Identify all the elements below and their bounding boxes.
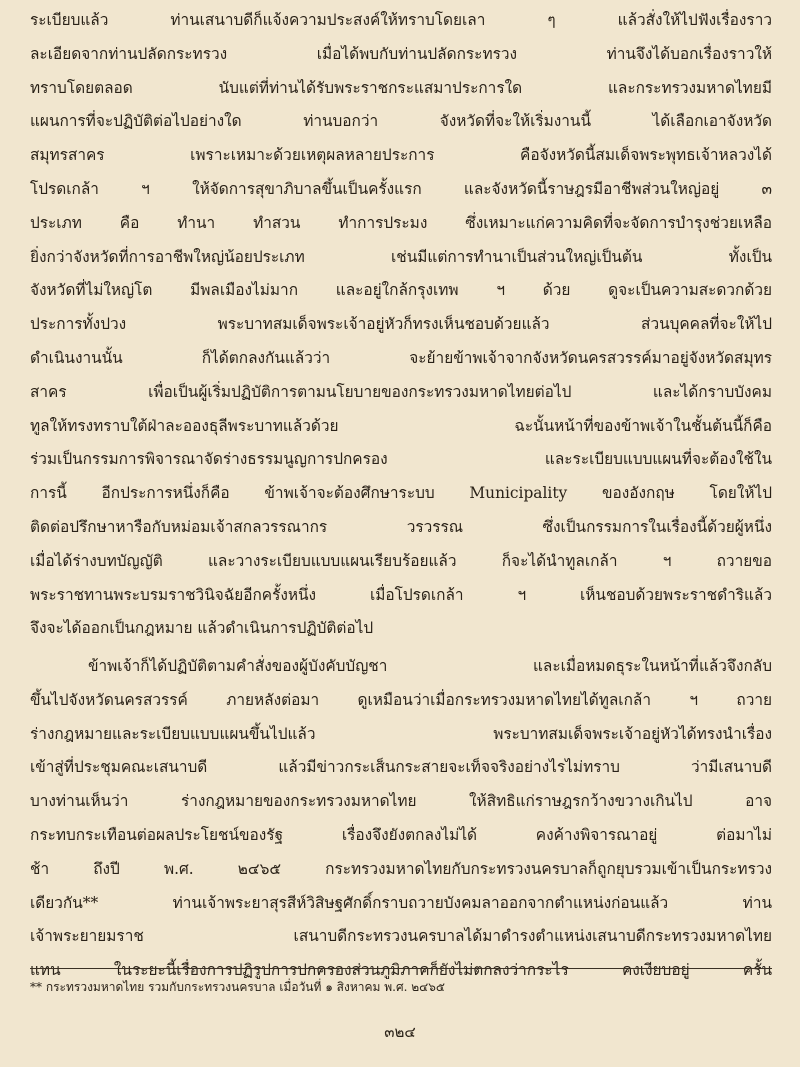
- footnote-divider: [30, 968, 772, 969]
- text-line: สาคร เพื่อเป็นผู้เริ่มปฏิบัติการตามนโยบายของกระทรวงมหาดไทยต่อไป และได้กราบบังคม: [30, 382, 772, 401]
- text-line: ข้าพเจ้าก็ได้ปฏิบัติตามคำสั่งของผู้บังคับบัญชา และเมื่อหมดธุระในหน้าที่แล้วจึงกลับ: [88, 657, 772, 675]
- text-line: เจ้าพระยายมราช เสนาบดีกระทรวงนครบาลได้มาดำรงตำแหน่งเสนาบดีกระทรวงมหาดไทย: [30, 927, 772, 946]
- text-line: กระทบกระเทือนต่อผลประโยชน์ของรัฐ เรื่องจึงยังตกลงไม่ได้ คงค้างพิจารณาอยู่ ต่อมาไม่: [30, 825, 772, 844]
- page-number: ๓๒๔: [384, 1023, 416, 1041]
- text-line: แทน ในระยะนี้เรื่องการปฏิรูปการปกครองส่วนภูมิภาคก็ยังไม่ตกลงว่ากระไร คงเงียบอยู่ ครั้น: [30, 961, 772, 980]
- paragraph-1: [30, 4, 772, 646]
- paragraph-2: [30, 650, 772, 988]
- text-line: ร่างกฎหมายและระเบียบแบบแผนขึ้นไปแล้ว พระบาทสมเด็จพระเจ้าอยู่หัวได้ทรงนำเรื่อง: [30, 724, 772, 743]
- text-line: ทราบโดยตลอด นับแต่ที่ท่านได้รับพระราชกระแสมาประการใด และกระทรวงมหาดไทยมี: [30, 78, 772, 97]
- text-line: แผนการที่จะปฏิบัติต่อไปอย่างใด ท่านบอกว่า จังหวัดที่จะให้เริ่มงานนี้ ได้เลือกเอาจังหวัด: [30, 112, 772, 131]
- text-line: ประการทั้งปวง พระบาทสมเด็จพระเจ้าอยู่หัวก็ทรงเห็นชอบด้วยแล้ว ส่วนบุคคลที่จะให้ไป: [30, 315, 772, 334]
- text-line: พระราชทานพระบรมราชวินิจฉัยอีกครั้งหนึ่ง เมื่อโปรดเกล้า ฯ เห็นชอบด้วยพระราชดำริแล้ว: [30, 585, 772, 604]
- text-line: ระเบียบแล้ว ท่านเสนาบดีก็แจ้งความประสงค์ให้ทราบโดยเลา ๆ แล้วสั่งให้ไปฟังเรื่องราว: [30, 11, 772, 29]
- text-line: ยิ่งกว่าจังหวัดที่การอาชีพใหญ่น้อยประเภท เช่นมีแต่การทำนาเป็นส่วนใหญ่เป็นต้น ทั้งเป็น: [30, 247, 772, 266]
- text-line: ติดต่อปรึกษาหารือกับหม่อมเจ้าสกลวรรณากร วรวรรณ ซึ่งเป็นกรรมการในเรื่องนี้ด้วยผู้หนึ่ง: [30, 517, 772, 536]
- text-line: จึงจะได้ออกเป็นกฎหมาย แล้วดำเนินการปฏิบัติต่อไป: [30, 619, 374, 638]
- text-line: เข้าสู่ที่ประชุมคณะเสนาบดี แล้วมีข่าวกระเส็นกระสายจะเท็จจริงอย่างไรไม่ทราบ ว่ามีเสนาบดี: [30, 758, 772, 777]
- text-line: ขึ้นไปจังหวัดนครสวรรค์ ภายหลังต่อมา ดูเหมือนว่าเมื่อกระทรวงมหาดไทยได้ทูลเกล้า ฯ ถวาย: [30, 690, 772, 709]
- text-line: ประเภท คือ ทำนา ทำสวน ทำการประมง ซึ่งเหมาะแก่ความคิดที่จะจัดการบำรุงช่วยเหลือ: [30, 213, 772, 232]
- text-line: บางท่านเห็นว่า ร่างกฎหมายของกระทรวงมหาดไทย ให้สิทธิแก่ราษฎรกว้างขวางเกินไป อาจ: [30, 792, 772, 811]
- text-line: ช้า ถึงปี พ.ศ. ๒๔๖๕ กระทรวงมหาดไทยกับกระทรวงนครบาลก็ถูกยุบรวมเข้าเป็นกระทรวง: [30, 859, 772, 878]
- text-line: ดำเนินงานนั้น ก็ได้ตกลงกันแล้วว่า จะย้ายข้าพเจ้าจากจังหวัดนครสวรรค์มาอยู่จังหวัดสมุทร: [30, 348, 772, 367]
- text-line: โปรดเกล้า ฯ ให้จัดการสุขาภิบาลขึ้นเป็นครั้งแรก และจังหวัดนี้ราษฎรมีอาชีพส่วนใหญ่อยู่ ๓: [30, 179, 772, 198]
- text-line: เมื่อได้ร่างบทบัญญัติ และวางระเบียบแบบแผนเรียบร้อยแล้ว ก็จะได้นำทูลเกล้า ฯ ถวายขอ: [30, 551, 772, 570]
- text-line: จังหวัดที่ไม่ใหญ่โต มีพลเมืองไม่มาก และอยู่ใกล้กรุงเทพ ฯ ด้วย ดูจะเป็นความสะดวกด้วย: [30, 281, 772, 300]
- text-line: สมุทรสาคร เพราะเหมาะด้วยเหตุผลหลายประการ คือจังหวัดนี้สมเด็จพระพุทธเจ้าหลวงได้: [30, 146, 772, 165]
- footnote: ** กระทรวงมหาดไทย รวมกับกระทรวงนครบาล เมื่อวันที่ ๑ สิงหาคม พ.ศ. ๒๔๖๕: [30, 980, 445, 994]
- text-line: เดียวกัน** ท่านเจ้าพระยาสุรสีห์วิสิษฐศักดิ์กราบถวายบังคมลาออกจากตำแหน่งก่อนแล้ว ท่าน: [30, 893, 772, 912]
- text-line: ละเอียดจากท่านปลัดกระทรวง เมื่อได้พบกับท่านปลัดกระทรวง ท่านจึงได้บอกเรื่องราวให้: [30, 44, 772, 63]
- text-line: ร่วมเป็นกรรมการพิจารณาจัดร่างธรรมนูญการปกครอง และระเบียบแบบแผนที่จะต้องใช้ใน: [30, 450, 772, 469]
- text-line: ทูลให้ทรงทราบใต้ฝ่าละอองธุลีพระบาทแล้วด้วย ฉะนั้นหน้าที่ของข้าพเจ้าในชั้นต้นนี้ก็คือ: [30, 416, 772, 435]
- text-line: การนี้ อีกประการหนึ่งก็คือ ข้าพเจ้าจะต้องศึกษาระบบ Municipality ของอังกฤษ โดยให้ไป: [30, 484, 772, 503]
